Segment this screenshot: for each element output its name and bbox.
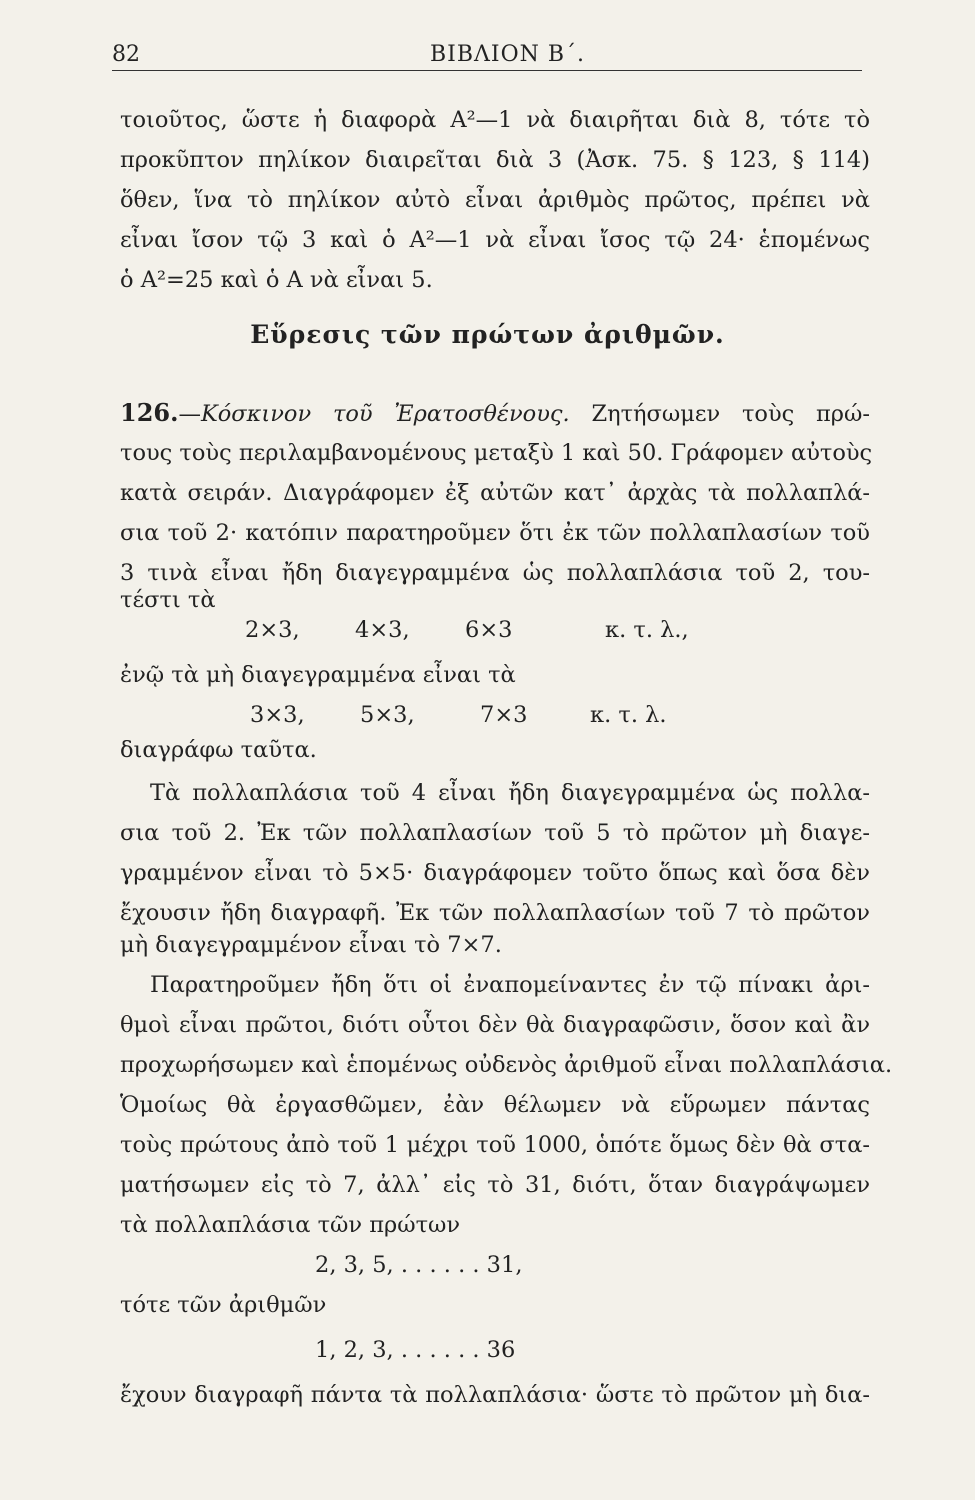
equation-line: 2, 3, 5, . . . . . . 31, xyxy=(315,1252,523,1278)
equation-line xyxy=(250,695,667,735)
equation-term: 4×3, xyxy=(355,617,410,643)
equation-term: 2×3, xyxy=(245,617,300,643)
text-line: τοὺς πρώτους ἀπὸ τοῦ 1 μέχρι τοῦ 1000, ὁπότε ὅμως δὲν θὰ στα- xyxy=(120,1132,870,1158)
equation-term: 5×3, xyxy=(360,702,415,728)
text-line: σια τοῦ 2· κατόπιν παρατηροῦμεν ὅτι ἐκ τῶν πολλαπλασίων τοῦ xyxy=(120,520,870,546)
text-line: Τὰ πολλαπλάσια τοῦ 4 εἶναι ἤδη διαγεγραμμένα ὡς πολλα- xyxy=(150,780,870,806)
text-line: ἔχουσιν ἤδη διαγραφῆ. Ἐκ τῶν πολλαπλασίων τοῦ 7 τὸ πρῶτον xyxy=(120,900,870,926)
page-header xyxy=(112,36,862,70)
text-line: προκῦπτον πηλίκον διαιρεῖται διὰ 3 (Ἀσκ. 75. § 123, § 114) xyxy=(120,147,870,173)
equation-line xyxy=(245,610,689,650)
text-line: σια τοῦ 2. Ἐκ τῶν πολλαπλασίων τοῦ 5 τὸ πρῶτον μὴ διαγε- xyxy=(120,820,870,846)
text-line: θμοὶ εἶναι πρῶτοι, διότι οὗτοι δὲν θὰ διαγραφῶσιν, ὅσον καὶ ἂν xyxy=(120,1012,870,1038)
equation-term: 7×3 xyxy=(480,702,528,728)
text-line: Ὁμοίως θὰ ἐργασθῶμεν, ἐὰν θέλωμεν νὰ εὕρωμεν πάντας xyxy=(120,1092,870,1118)
section-dash: — xyxy=(178,401,201,427)
text-line: 3 τινὰ εἶναι ἤδη διαγεγραμμένα ὡς πολλαπλάσια τοῦ 2, του- xyxy=(120,560,870,586)
text-line: ἔχουν διαγραφῆ πάντα τὰ πολλαπλάσια· ὥστε τὸ πρῶτον μὴ δια- xyxy=(120,1382,870,1408)
page-number: 82 xyxy=(112,42,140,67)
section-title: Κόσκινον τοῦ Ἐρατοσθένους. xyxy=(200,401,570,427)
text-line: ἐνῷ τὰ μὴ διαγεγραμμένα εἶναι τὰ xyxy=(120,662,516,688)
equation-line: 1, 2, 3, . . . . . . 36 xyxy=(315,1337,516,1363)
equation-term: κ. τ. λ., xyxy=(605,617,689,643)
text-line: τους τοὺς περιλαμβανομένους μεταξὺ 1 καὶ 50. Γράφομεν αὐτοὺς xyxy=(120,440,873,466)
equation-term: 6×3 xyxy=(465,617,513,643)
section-heading: Εὕρεσις τῶν πρώτων ἀριθμῶν. xyxy=(250,320,725,349)
section-number: 126. xyxy=(120,398,179,427)
section-first-line xyxy=(120,393,870,433)
text-line: προχωρήσωμεν καὶ ἑπομένως οὐδενὸς ἀριθμοῦ εἶναι πολλαπλάσια. xyxy=(120,1052,893,1078)
text-line: ὅθεν, ἵνα τὸ πηλίκον αὐτὸ εἶναι ἀριθμὸς πρῶτος, πρέπει νὰ xyxy=(120,187,870,213)
equation-term: 3×3, xyxy=(250,702,305,728)
text-line: τὰ πολλαπλάσια τῶν πρώτων xyxy=(120,1212,461,1238)
header-rule xyxy=(112,70,862,71)
text-line: ματήσωμεν εἰς τὸ 7, ἀλλ᾽ εἰς τὸ 31, διότι, ὅταν διαγράψωμεν xyxy=(120,1172,870,1198)
equation-term: κ. τ. λ. xyxy=(590,702,667,728)
text-line: διαγράφω ταῦτα. xyxy=(120,737,317,763)
text-line: τέστι τὰ xyxy=(120,587,216,613)
text-line: Παρατηροῦμεν ἤδη ὅτι οἱ ἐναπομείναντες ἐν τῷ πίνακι ἀρι- xyxy=(150,972,870,998)
text-line: ὁ A²=25 καὶ ὁ A νὰ εἶναι 5. xyxy=(120,267,433,293)
text-line: κατὰ σειράν. Διαγράφομεν ἐξ αὐτῶν κατ᾽ ἀρχὰς τὰ πολλαπλά- xyxy=(120,480,870,506)
text-line: μὴ διαγεγραμμένον εἶναι τὸ 7×7. xyxy=(120,932,502,958)
text-line: εἶναι ἴσον τῷ 3 καὶ ὁ A²—1 νὰ εἶναι ἴσος τῷ 24· ἑπομένως xyxy=(120,227,870,253)
text-line: τότε τῶν ἀριθμῶν xyxy=(120,1292,327,1318)
text-line: γραμμένον εἶναι τὸ 5×5· διαγράφομεν τοῦτο ὅπως καὶ ὅσα δὲν xyxy=(120,860,870,886)
section-text: Ζητήσωμεν τοὺς πρώ- xyxy=(569,401,870,427)
running-title: ΒΙΒΛΙΟΝ Β΄. xyxy=(430,42,586,67)
text-line: τοιοῦτος, ὥστε ἡ διαφορὰ A²—1 νὰ διαιρῆται διὰ 8, τότε τὸ xyxy=(120,107,870,133)
